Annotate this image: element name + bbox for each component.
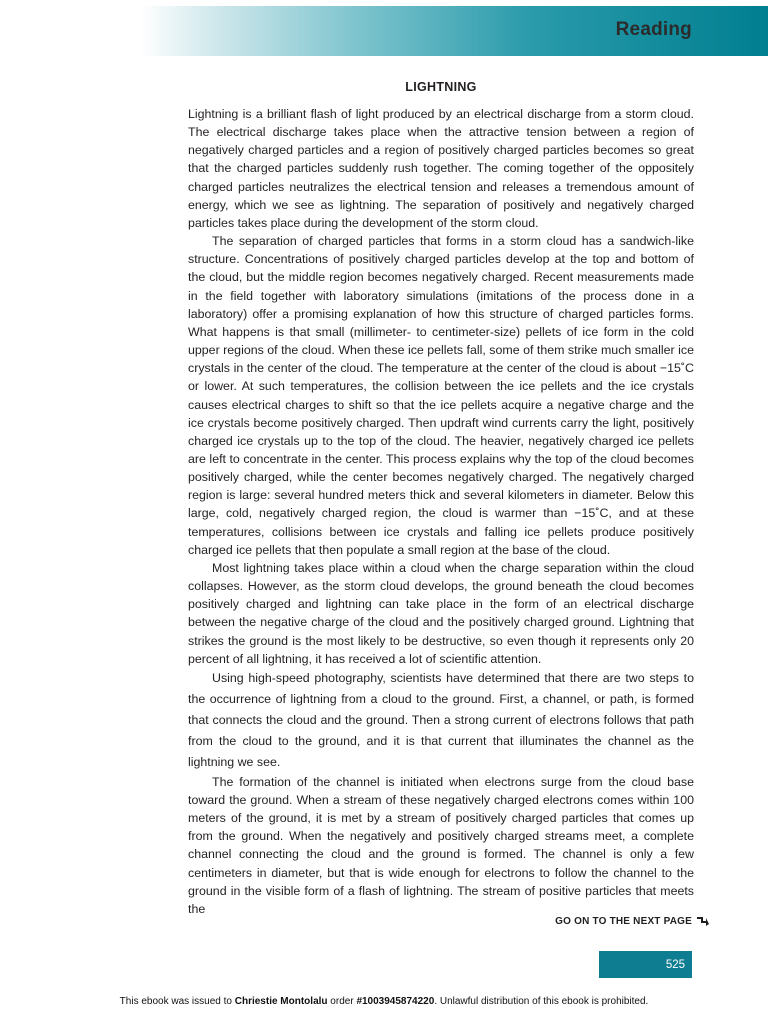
section-title: Reading <box>615 19 692 40</box>
next-page-label: GO ON TO THE NEXT PAGE <box>555 915 692 927</box>
paragraph-3: Most lightning takes place within a cloud when the charge separation within the cloud collapses. However, as the storm cloud develops, the ground beneath the cloud becomes positively charged and lightning can take place in the form of an electrical discharge between the negative charge of the cloud and the positively charged ground. Lightning that strikes the ground is the most likely to be destructive, so even though it represents only 20 percent of all lightning, it has received a lot of scientific attention. <box>188 560 694 666</box>
paragraph-1: Lightning is a brilliant flash of light produced by an electrical discharge from a storm cloud. The electrical discharge takes place when the attractive tension between a region of negatively charged particles and a region of positively charged particles becomes so great that the charged particles suddenly rush together. The coming together of the oppositely charged particles neutralizes the electrical tension and releases a tremendous amount of energy, which we see as lightning. The separation of positively and negatively charged particles takes place during the development of the storm cloud. <box>188 107 694 230</box>
notice-order: #1003945874220 <box>356 996 435 1007</box>
article-title: LIGHTNING <box>405 80 477 94</box>
paragraph-4: Using high-speed photography, scientists have determined that there are two steps to the occurrence of lightning from a cloud to the ground. First, a channel, or path, is formed that connects the cloud and the ground. Then a strong current of electrons follows that path from the cloud to the ground, and it is that current that illuminates the channel as the lightning we see. <box>188 670 694 769</box>
arrow-down-right-icon <box>696 915 710 927</box>
notice-suffix: . Unlawful distribution of this ebook is prohibited. <box>434 996 649 1007</box>
notice-prefix: This ebook was issued to <box>119 996 235 1007</box>
page-number: 525 <box>599 951 692 978</box>
notice-name: Chriestie Montolalu <box>234 996 328 1007</box>
paragraph-5: The formation of the channel is initiated when electrons surge from the cloud base toward the ground. When a stream of these negatively charged electrons comes within 100 meters of the ground, it is met by a stream of positively charged particles that comes up from the ground. When the negatively and positively charged streams meet, a complete channel connecting the cloud and the ground is formed. The channel is only a few centimeters in diameter, but that is wide enough for electrons to follow the channel to the ground in the visible form of a flash of lightning. The stream of positive particles that meets the <box>188 774 694 916</box>
ebook-notice <box>0 996 768 1007</box>
article <box>188 80 694 918</box>
notice-order-prefix: order <box>327 996 357 1007</box>
paragraph-2: The separation of charged particles that forms in a storm cloud has a sandwich-like structure. Concentrations of positively charged particles develop at the top and bottom of the cloud, but the middle region becomes negatively charged. Recent measurements made in the field together with laboratory simulations (imitations of the process done in a laboratory) offer a promising explanation of how this structure of charged particles forms. What happens is that small (millimeter- to centimeter-size) pellets of ice form in the cold upper regions of the cloud. When these ice pellets fall, some of them strike much smaller ice crystals in the center of the cloud. The temperature at the center of the cloud is about −15˚C or lower. At such temperatures, the collision between the ice pellets and the ice crystals causes electrical charges to shift so that the ice pellets acquire a negative charge and the ice crystals become positively charged. Then updraft wind currents carry the light, positively charged ice crystals up to the top of the cloud. The heavier, negatively charged ice pellets are left to concentrate in the center. This process explains why the top of the cloud becomes positively charged, while the center becomes negatively charged. The negatively charged region is large: several hundred meters thick and several kilometers in diameter. Below this large, cold, negatively charged region, the cloud is warmer than −15˚C, and at these temperatures, collisions between ice crystals and falling ice pellets produce positively charged ice pellets that then populate a small region at the base of the cloud. <box>188 234 694 557</box>
next-page-prompt <box>555 915 710 927</box>
